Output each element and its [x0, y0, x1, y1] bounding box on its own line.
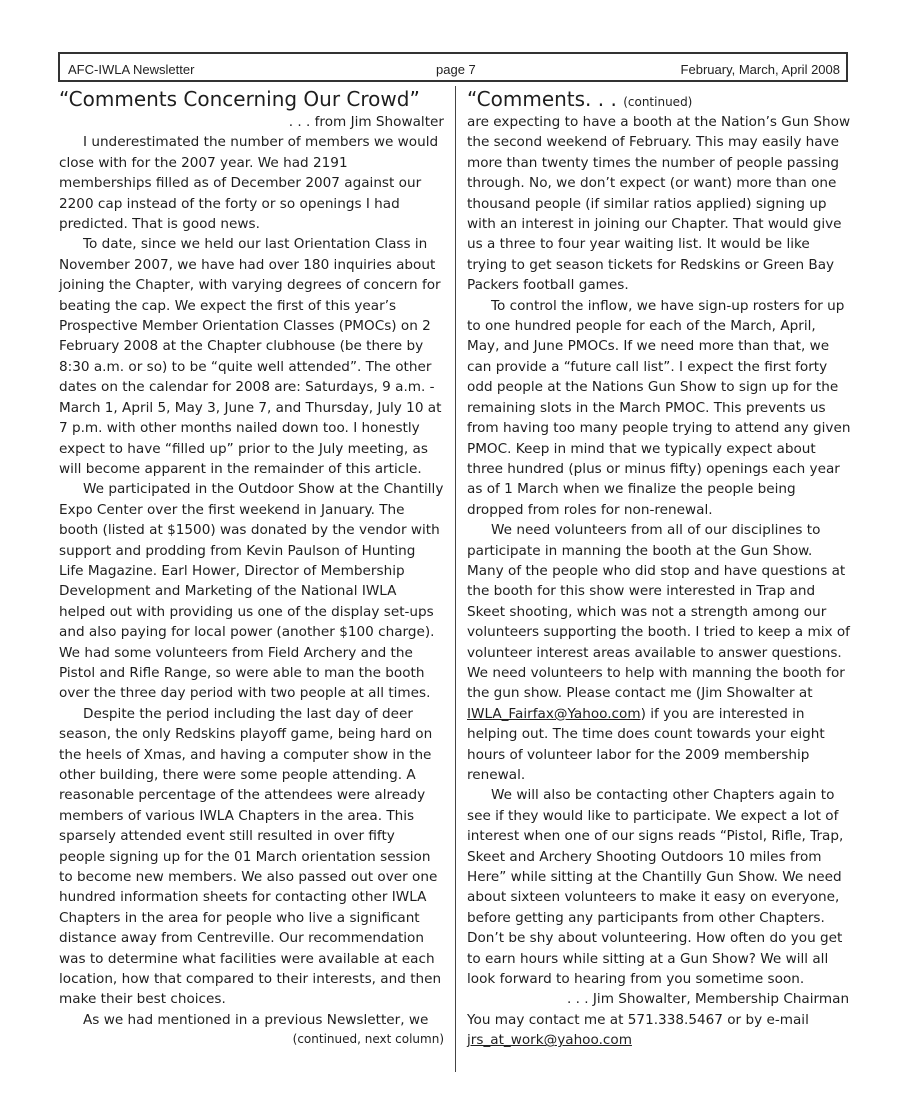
contact-email-link[interactable]: jrs_at_work@yahoo.com	[467, 1032, 632, 1049]
column-divider	[455, 86, 456, 1072]
paragraph-text: ) if you are interested in helping out. The time does count towards your eight hours of volunteer labor for the 2009 membership renewal.	[467, 705, 825, 783]
email-link[interactable]: IWLA_Fairfax@Yahoo.com	[467, 705, 641, 722]
page-number: page 7	[436, 62, 476, 77]
paragraph: are expecting to have a booth at the Nation’s Gun Show the second weekend of February. This may easily have more than twenty times the number of people passing through. No, we don’t expect (or want) more than one thousand people (if similar ratios applied) signing up with an interest in joining our Chapter. That would give us a three to four year waiting list. It would be like trying to get season tickets for Redskins or Green Bay Packers football games.	[467, 114, 851, 294]
article-byline: . . . from Jim Showalter	[288, 114, 444, 130]
continued-title-text: “Comments. . .	[467, 87, 617, 111]
paragraph-text: We need volunteers from all of our disciplines to participate in manning the booth at the Gun Show. Many of the people who did stop and have questions at the booth for this show were interested in Trap and Skeet shooting, which was not a strength among our volunteers supporting the booth. I tried to keep a mix of volunteer interest areas available to answer questions. We need volunteers to help with manning the booth for the gun show. Please contact me (Jim Showalter at	[467, 522, 850, 702]
newsletter-name: AFC-IWLA Newsletter	[68, 62, 195, 77]
article-title: “Comments Concerning Our Crowd”	[59, 87, 420, 111]
continued-title	[467, 86, 852, 112]
continued-title-note: (continued)	[623, 95, 693, 109]
left-column	[59, 86, 444, 1048]
paragraph: We will also be contacting other Chapters again to see if they would like to participate. We expect a lot of interest when one of our signs reads “Pistol, Rifle, Trap, Skeet and Archery Shooting Outdoors 10 miles from Here” while sitting at the Chantilly Gun Show. We need about sixteen volunteers to make it easy on everyone, before getting any participants from other Chapters. Don’t be shy about volunteering. How often do you get to earn hours while sitting at a Gun Show? We will all look forward to hearing from you sometime soon.	[467, 787, 844, 988]
paragraph: Despite the period including the last day of deer season, the only Redskins playoff game, being hard on the heels of Xmas, and having a computer show in the other building, there were some people attending. A reasonable percentage of the attendees were already members of various IWLA Chapters in the area. This sparsely attended event still resulted in over fifty people signing up for the 01 March orientation session to become new members. We also passed out over one hundred information sheets for contacting other IWLA Chapters in the area for people who live a significant distance away from Centreville. Our recommendation was to determine what facilities were available at each location, how that compared to their interests, and then make their best choices.	[59, 705, 442, 1008]
paragraph: To date, since we held our last Orientation Class in November 2007, we have had over 180 inquiries about joining the Chapter, with varying degrees of concern for beating the cap. We expect the first of this year’s Prospective Member Orientation Classes (PMOCs) on 2 February 2008 at the Chapter clubhouse (be there by 8:30 a.m. or so) to be “quite well attended”. The other dates on the calendar for 2008 are: Saturdays, 9 a.m. - March 1, April 5, May 3, June 7, and Thursday, July 10 at 7 p.m. with other months nailed down too. I honestly expect to have “filled up” prior to the July meeting, as will become apparent in the remainder of this article.	[59, 236, 442, 477]
contact-email-line	[467, 1030, 852, 1050]
paragraph: To control the inflow, we have sign-up rosters for up to one hundred people for each of the March, April, May, and June PMOCs. If we need more than that, we can provide a “future call list”. I expect the first forty odd people at the Nations Gun Show to sign up for the remaining slots in the March PMOC. This prevents us from having too many people trying to attend any given PMOC. Keep in mind that we typically expect about three hundred (plus or minus fifty) openings each year as of 1 March when we finalize the people being dropped from roles for non-renewal.	[467, 297, 851, 518]
paragraph: As we had mentioned in a previous Newsletter, we	[83, 1011, 429, 1028]
signature: . . . Jim Showalter, Membership Chairman	[567, 991, 850, 1008]
newsletter-header	[58, 52, 848, 82]
contact-line: You may contact me at 571.338.5467 or by e-mail	[467, 1011, 809, 1028]
right-column	[467, 86, 852, 1051]
continued-note: (continued, next column)	[292, 1032, 444, 1047]
paragraph: We participated in the Outdoor Show at the Chantilly Expo Center over the first weekend in January. The booth (listed at $1500) was donated by the vendor with support and prodding from Kevin Paulson of Hunting Life Magazine. Earl Hower, Director of Membership Development and Marketing of the National IWLA helped out with providing us one of the display set-ups and also paying for local power (another $100 charge). We had some volunteers from Field Archery and the Pistol and Rifle Range, so were able to man the booth over the three day period with two people at all times.	[59, 481, 444, 702]
paragraph	[467, 520, 852, 785]
issue-date: February, March, April 2008	[680, 62, 840, 77]
paragraph: I underestimated the number of members we would close with for the 2007 year. We had 2191 memberships filled as of December 2007 against our 2200 cap instead of the forty or so openings I had predicted. That is good news.	[59, 134, 439, 233]
